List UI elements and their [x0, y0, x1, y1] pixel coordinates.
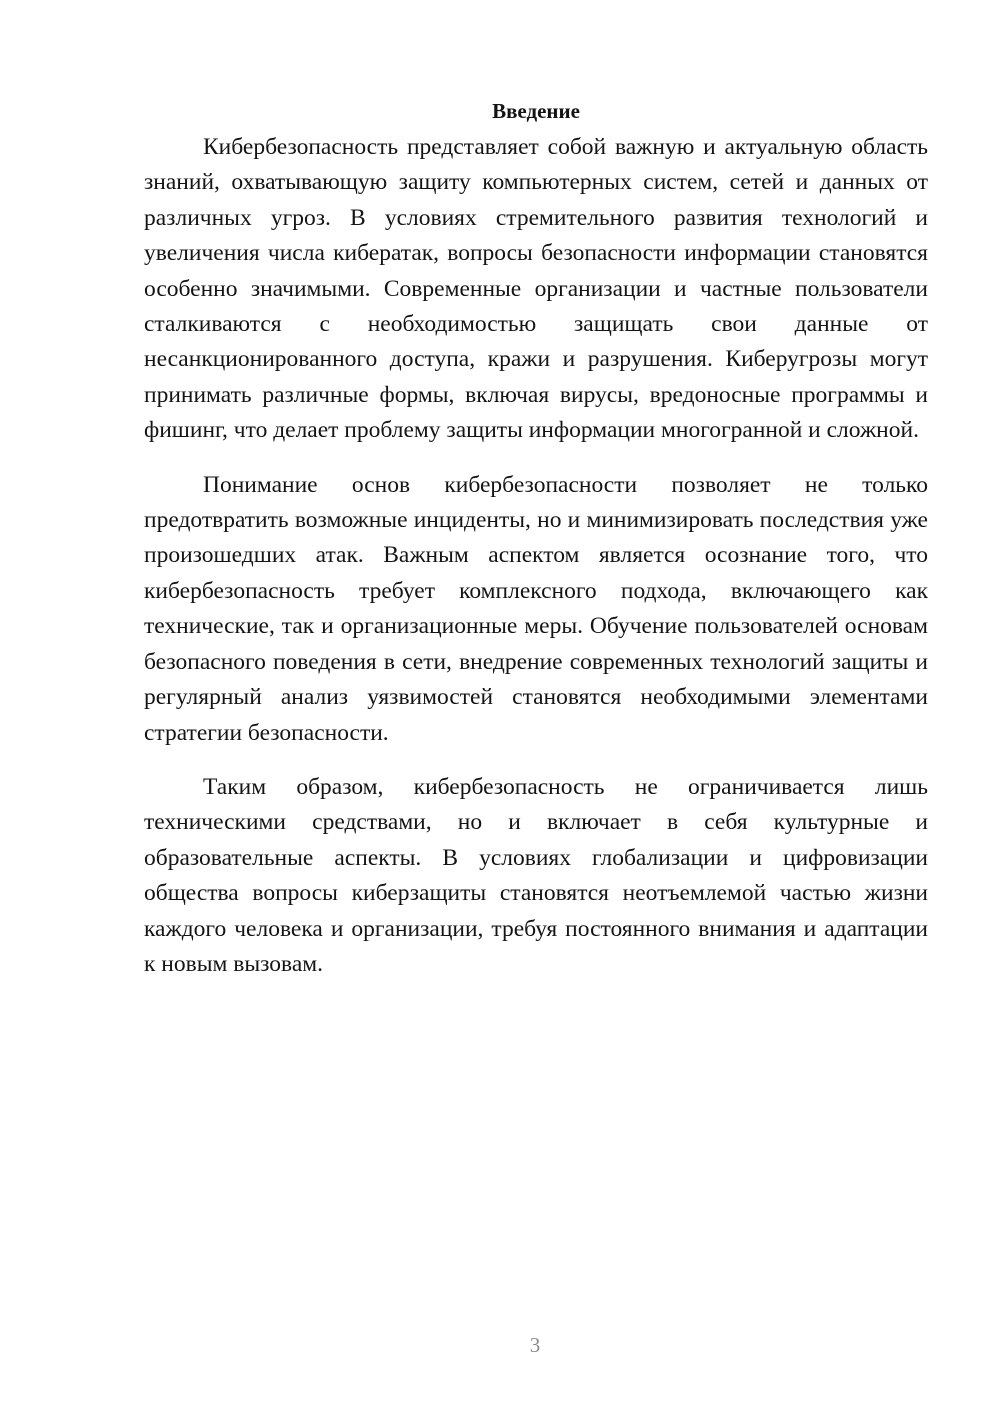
page-number: 3: [529, 1333, 541, 1357]
paragraph-2: Понимание основ кибербезопасности позволяет не только предотвратить возможные инциденты, но и минимизировать последствия уже произошедших атак. Важным аспектом является осознание того, что кибербезопасность требует комплексного подхода, включающего как технические, так и организационные меры. Обучение пользователей основам безопасного поведения в сети, внедрение современных технологий защиты и регулярный анализ уязвимостей становятся необходимыми элементами стратегии безопасности.: [144, 471, 928, 746]
paragraph-3: Таким образом, кибербезопасность не ограничивается лишь техническими средствами, но и включает в себя культурные и образовательные аспекты. В условиях глобализации и цифровизации общества вопросы киберзащиты становятся неотъемлемой частью жизни каждого человека и организации, требуя постоянного внимания и адаптации к новым вызовам.: [144, 773, 928, 977]
section-title: Введение: [492, 99, 580, 123]
paragraph-1: Кибербезопасность представляет собой важную и актуальную область знаний, охватывающую защиту компьютерных систем, сетей и данных от различных угроз. В условиях стремительного развития технологий и увеличения числа кибератак, вопросы безопасности информации становятся особенно значимыми. Современные организации и частные пользователи сталкиваются с необходимостью защищать свои данные от несанкционированного доступа, кражи и разрушения. Киберугрозы могут принимать различные формы, включая вирусы, вредоносные программы и фишинг, что делает проблему защиты информации многогранной и сложной.: [144, 134, 928, 444]
page-content: [144, 96, 928, 1001]
